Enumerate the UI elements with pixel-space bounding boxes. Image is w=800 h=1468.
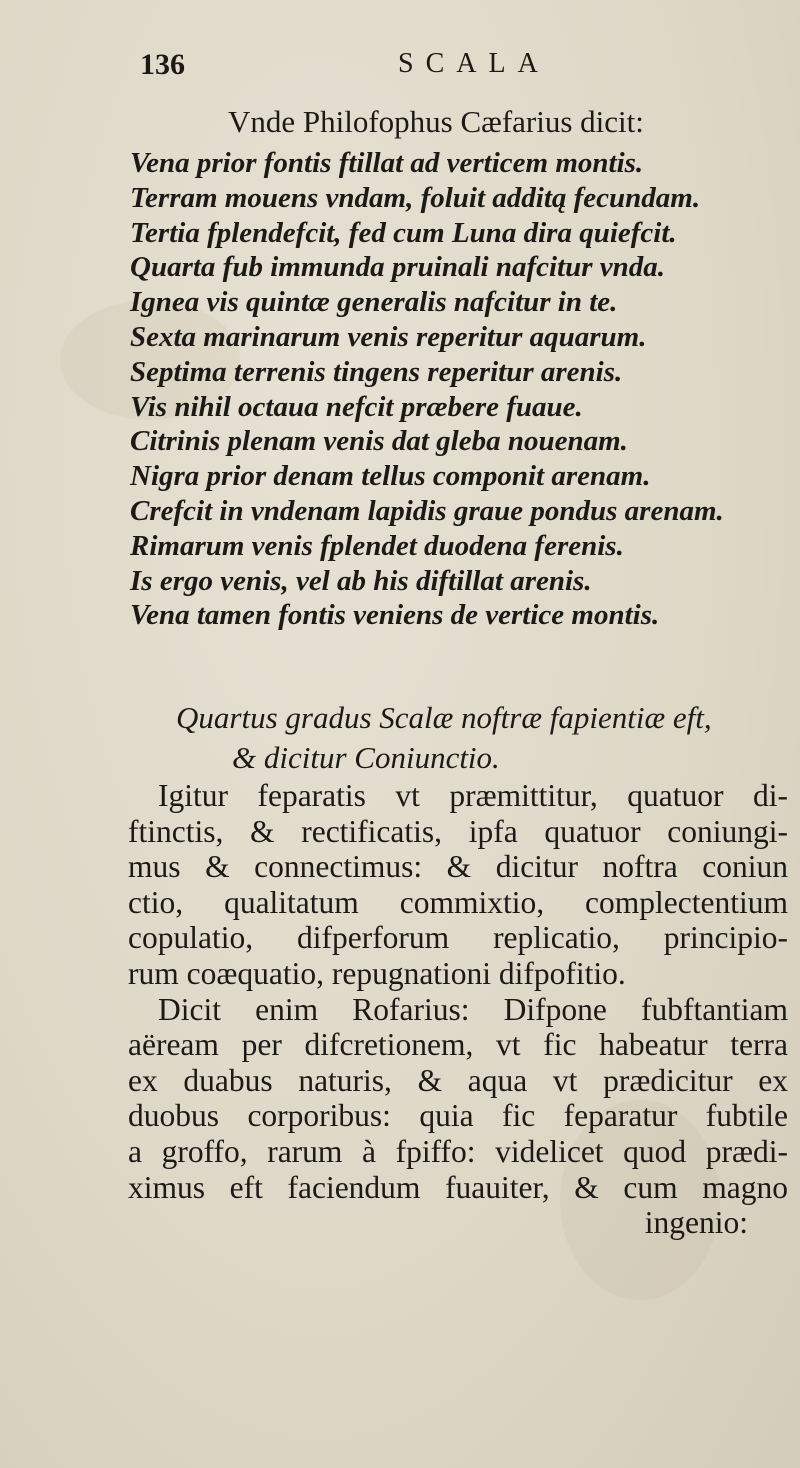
prose-line: Dicit enim Rofarius: Difpone fubftantiam [158,991,788,1027]
verse-line: Sexta marinarum venis reperitur aquarum. [130,320,647,353]
page-header [0,48,800,92]
verse-line: Is ergo venis, vel ab his diftillat arenis. [130,564,592,597]
prose-line: copulatio, difperforum replicatio, principio- [128,920,788,956]
prose-line: duobus corporibus: quia fic feparatur fubtile [128,1098,788,1134]
prose-line: aëream per difcretionem, vt fic habeatur terra [128,1027,788,1063]
verse-line: Citrinis plenam venis dat gleba nouenam. [130,425,628,458]
verse-line: Ignea vis quintæ generalis nafcitur in te. [130,286,618,319]
verse-line: Quarta fub immunda pruinali nafcitur vnda. [130,251,666,284]
verse-line: Crefcit in vndenam lapidis graue pondus arenam. [130,494,724,527]
section-title: Quartus gradus Scalæ noftræ fapientiæ eft, [176,700,712,735]
poem [130,146,790,633]
verse-line: Tertia fplendefcit, fed cum Luna dira quiefcit. [130,216,677,249]
prose-line: ftinctis, & rectificatis, ipfa quatuor coniungi- [128,813,788,849]
prose-line: ximus eft faciendum fuauiter, & cum magno [128,1169,788,1205]
prose-line: a groffo, rarum à fpiffo: videlicet quod prædi- [128,1133,788,1169]
prose-line: mus & connectimus: & dicitur noftra coniun [128,849,788,885]
prose-line: rum coæquatio, repugnationi difpofitio. [128,955,626,991]
poem-intro: Vnde Philofophus Cæfarius dicit: [228,104,644,139]
verse-line: Vis nihil octaua nefcit præbere fuaue. [130,390,583,423]
running-head: SCALA [398,48,550,79]
prose-paragraph [128,778,788,1241]
verse-line: Terram mouens vndam, foluit additą fecundam. [130,181,701,214]
prose-line: ingenio: [644,1205,748,1241]
verse-line: Nigra prior denam tellus componit arenam. [130,460,651,493]
prose-line: ctio, qualitatum commixtio, complectentium [128,884,788,920]
section-subtitle: & dicitur Coniunctio. [232,740,500,775]
verse-line: Septima terrenis tingens reperitur arenis. [130,355,623,388]
verse-line: Vena tamen fontis veniens de vertice montis. [130,599,660,632]
prose-line: Igitur feparatis vt præmittitur, quatuor di- [158,778,788,813]
verse-line: Rimarum venis fplendet duodena ferenis. [130,529,624,562]
verse-line: Vena prior fontis ftillat ad verticem montis. [130,147,644,179]
page-number: 136 [140,48,185,81]
prose-line: ex duabus naturis, & aqua vt prædicitur ex [128,1062,788,1098]
